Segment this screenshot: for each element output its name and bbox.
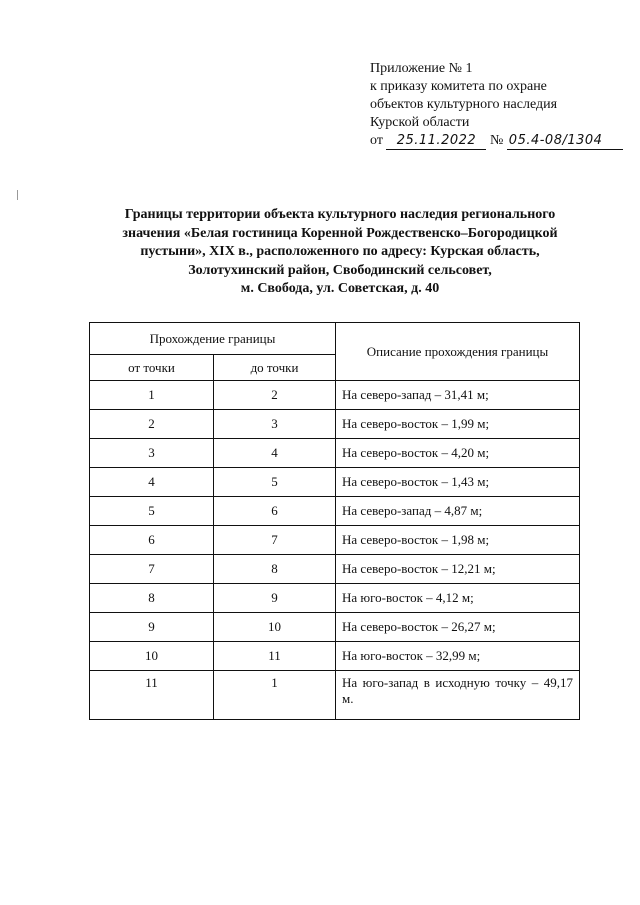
- to-point-cell: 6: [214, 497, 336, 526]
- header-to-point: до точки: [214, 355, 336, 381]
- table-row: [90, 381, 580, 410]
- table-row: [90, 613, 580, 642]
- description-cell: На юго-восток – 32,99 м;: [336, 642, 580, 671]
- to-point-cell: 11: [214, 642, 336, 671]
- header-description: Описание прохождения границы: [336, 323, 580, 381]
- description-cell: На северо-восток – 12,21 м;: [336, 555, 580, 584]
- title-line: Границы территории объекта культурного наследия регионального: [124, 207, 556, 222]
- to-point-cell: 8: [214, 555, 336, 584]
- table-row: [90, 497, 580, 526]
- from-point-cell: 8: [90, 584, 214, 613]
- header-boundary-passage: Прохождение границы: [90, 323, 336, 355]
- description-cell: На юго-запад в исходную точку – 49,17 м.: [336, 671, 580, 720]
- to-point-cell: 2: [214, 381, 336, 410]
- description-cell: На северо-восток – 1,99 м;: [336, 410, 580, 439]
- table-row: [90, 642, 580, 671]
- to-point-cell: 1: [214, 671, 336, 720]
- description-cell: На северо-восток – 26,27 м;: [336, 613, 580, 642]
- table-row: [90, 526, 580, 555]
- scan-mark: [17, 190, 18, 200]
- table-row: [90, 439, 580, 468]
- description-cell: На северо-восток – 1,43 м;: [336, 468, 580, 497]
- appendix-block: [370, 60, 630, 150]
- description-cell: На северо-запад – 4,87 м;: [336, 497, 580, 526]
- description-cell: На юго-восток – 4,12 м;: [336, 584, 580, 613]
- to-point-cell: 7: [214, 526, 336, 555]
- description-cell: На северо-восток – 1,98 м;: [336, 526, 580, 555]
- header-from-point: от точки: [90, 355, 214, 381]
- from-point-cell: 7: [90, 555, 214, 584]
- appendix-order-line: к приказу комитета по охране: [370, 79, 547, 94]
- title-line: Золотухинский район, Свободинский сельсовет,: [188, 262, 492, 278]
- from-point-cell: 1: [90, 381, 214, 410]
- from-point-cell: 10: [90, 642, 214, 671]
- from-point-cell: 6: [90, 526, 214, 555]
- document-title: [90, 206, 590, 299]
- description-cell: На северо-запад – 31,41 м;: [336, 381, 580, 410]
- appendix-region-line: Курской области: [370, 115, 470, 130]
- from-point-cell: 11: [90, 671, 214, 720]
- table-row: [90, 555, 580, 584]
- to-point-cell: 5: [214, 468, 336, 497]
- title-line: значения «Белая гостиница Коренной Рождественско–Богородицкой: [122, 225, 558, 241]
- title-line: пустыни», XIX в., расположенного по адресу: Курская область,: [140, 244, 540, 259]
- from-point-cell: 9: [90, 613, 214, 642]
- table-row: [90, 671, 580, 720]
- order-date: 25.11.2022: [386, 133, 486, 150]
- appendix-committee-line: объектов культурного наследия: [370, 97, 558, 112]
- from-point-cell: 5: [90, 497, 214, 526]
- appendix-date-number-line: [370, 132, 630, 150]
- appendix-title: Приложение № 1: [370, 61, 473, 76]
- from-label: от: [370, 133, 383, 148]
- to-point-cell: 4: [214, 439, 336, 468]
- number-label: №: [489, 133, 504, 148]
- from-point-cell: 2: [90, 410, 214, 439]
- description-cell: На северо-восток – 4,20 м;: [336, 439, 580, 468]
- table-row: [90, 468, 580, 497]
- boundary-table: [89, 322, 580, 720]
- to-point-cell: 3: [214, 410, 336, 439]
- table-row: [90, 584, 580, 613]
- table-row: [90, 410, 580, 439]
- to-point-cell: 9: [214, 584, 336, 613]
- order-number: 05.4-08/1304: [507, 133, 623, 150]
- to-point-cell: 10: [214, 613, 336, 642]
- from-point-cell: 4: [90, 468, 214, 497]
- title-line: м. Свобода, ул. Советская, д. 40: [240, 281, 440, 296]
- from-point-cell: 3: [90, 439, 214, 468]
